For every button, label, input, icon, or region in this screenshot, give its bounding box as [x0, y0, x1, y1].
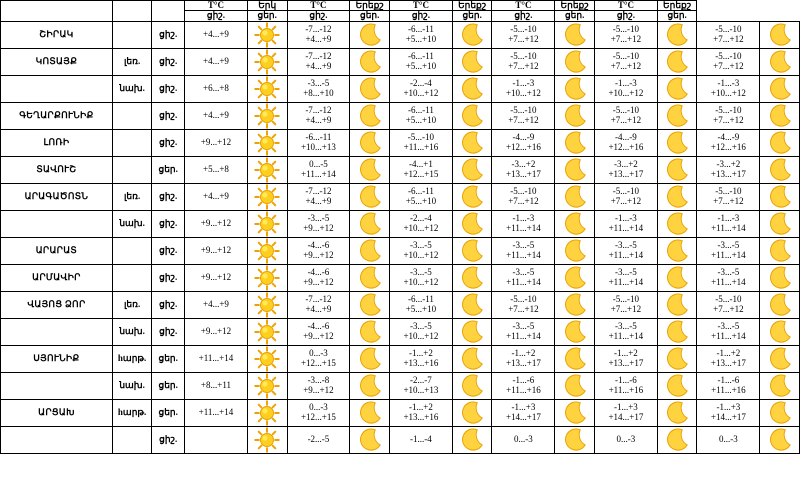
temperature-cell: +9...+12 — [185, 210, 248, 237]
moon-icon — [555, 426, 595, 453]
moon-icon — [452, 318, 492, 345]
row-region-label: ԿՈՏԱՅՔ — [1, 48, 113, 75]
row-period-label: ցեր. — [152, 372, 185, 399]
temperature-cell: -5...-10 +7...+12 — [697, 21, 760, 48]
row-subregion-label: նախ. — [112, 210, 152, 237]
row-region-label: ԱՐՄԱՎԻՐ — [1, 264, 113, 291]
moon-icon — [452, 237, 492, 264]
moon-icon — [760, 399, 800, 426]
temperature-cell: +9...+12 — [185, 264, 248, 291]
table-row — [1, 237, 800, 264]
temperature-cell: -3...-5 +11...+14 — [697, 264, 760, 291]
sun-icon — [247, 102, 287, 129]
moon-icon — [452, 129, 492, 156]
sun-icon — [247, 372, 287, 399]
sun-icon — [247, 291, 287, 318]
moon-icon — [350, 318, 390, 345]
temperature-cell: -5...-10 +7...+12 — [697, 291, 760, 318]
table-row — [1, 210, 800, 237]
temperature-cell: -5...-10 +7...+12 — [492, 21, 555, 48]
header-dayl-2: ցեր. — [452, 11, 492, 21]
row-period-label: ցիշ. — [152, 129, 185, 156]
moon-icon — [760, 426, 800, 453]
temperature-cell: -5...-10 +7...+12 — [594, 183, 657, 210]
table-row — [1, 129, 800, 156]
header-night-3: ցիշ. — [492, 11, 555, 21]
temperature-cell: -3...-5 +9...+12 — [287, 210, 350, 237]
header-temp-3: T°C — [492, 1, 555, 11]
temperature-cell: -5...-10 +7...+12 — [492, 291, 555, 318]
row-period-label: ցիշ. — [152, 102, 185, 129]
temperature-cell: -3...-5 +11...+14 — [594, 318, 657, 345]
header-night-1: ցիշ. — [287, 11, 350, 21]
moon-icon — [350, 291, 390, 318]
temperature-cell: -4...-9 +12...+16 — [594, 129, 657, 156]
moon-icon — [350, 75, 390, 102]
moon-icon — [657, 345, 697, 372]
temperature-cell: -5...-10 +7...+12 — [697, 102, 760, 129]
moon-icon — [760, 48, 800, 75]
moon-icon — [657, 75, 697, 102]
temperature-cell: 0...-3 +12...+15 — [287, 345, 350, 372]
temperature-cell: +4...+9 — [185, 48, 248, 75]
row-region-label — [1, 75, 113, 102]
temperature-cell: -6...-11 +5...+10 — [389, 21, 452, 48]
moon-icon — [350, 156, 390, 183]
moon-icon — [555, 237, 595, 264]
row-region-label: ՎԱՅՈՑ ՁՈՐ — [1, 291, 113, 318]
sun-icon — [247, 426, 287, 453]
temperature-cell: -5...-10 +7...+12 — [594, 291, 657, 318]
row-period-label: ցիշ. — [152, 291, 185, 318]
temperature-cell: -1...+2 +13...+17 — [594, 345, 657, 372]
header-night-4: ցիշ. — [594, 11, 657, 21]
temperature-cell: -1...+3 +14...+17 — [697, 399, 760, 426]
moon-icon — [452, 210, 492, 237]
row-period-label: ցիշ. — [152, 21, 185, 48]
header-dayl-1: ցեր. — [350, 11, 390, 21]
row-subregion-label: լեռ. — [112, 291, 152, 318]
moon-icon — [350, 264, 390, 291]
moon-icon — [657, 156, 697, 183]
table-row — [1, 156, 800, 183]
moon-icon — [760, 318, 800, 345]
moon-icon — [350, 426, 390, 453]
row-region-label: ՇԻՐԱԿ — [1, 21, 113, 48]
moon-icon — [452, 372, 492, 399]
table-row — [1, 291, 800, 318]
row-period-label: ցեր. — [152, 399, 185, 426]
temperature-cell: -5...-10 +7...+12 — [492, 183, 555, 210]
temperature-cell: -1...-3 +10...+12 — [594, 75, 657, 102]
temperature-cell: -4...-6 +9...+12 — [287, 318, 350, 345]
header-night-0: ցիշ. — [185, 11, 248, 21]
moon-icon — [760, 210, 800, 237]
row-period-label: ցեր. — [152, 345, 185, 372]
temperature-cell: +6...+8 — [185, 75, 248, 102]
temperature-cell: 0...-3 — [492, 426, 555, 453]
row-subregion-label: hարթ. — [112, 345, 152, 372]
row-region-label: ԼՈՌԻ — [1, 129, 113, 156]
temperature-cell: +9...+12 — [185, 318, 248, 345]
moon-icon — [657, 129, 697, 156]
header-day-0: Երկ — [247, 1, 287, 11]
row-period-label: ցիշ. — [152, 75, 185, 102]
moon-icon — [657, 318, 697, 345]
moon-icon — [657, 264, 697, 291]
temperature-cell: -6...-11 +10...+13 — [287, 129, 350, 156]
moon-icon — [452, 156, 492, 183]
temperature-cell: -4...-9 +12...+16 — [697, 129, 760, 156]
temperature-cell: -1...-3 +10...+12 — [697, 75, 760, 102]
moon-icon — [657, 48, 697, 75]
moon-icon — [760, 129, 800, 156]
moon-icon — [760, 183, 800, 210]
moon-icon — [555, 291, 595, 318]
header-temp-2: T°C — [389, 1, 452, 11]
temperature-cell: +9...+12 — [185, 237, 248, 264]
row-region-label — [1, 426, 113, 453]
temperature-cell: -7...-12 +4...+9 — [287, 48, 350, 75]
moon-icon — [350, 183, 390, 210]
temperature-cell: -4...-9 +12...+16 — [492, 129, 555, 156]
temperature-cell: -3...-5 +10...+12 — [389, 237, 452, 264]
temperature-cell: -5...-10 +7...+12 — [697, 183, 760, 210]
moon-icon — [350, 102, 390, 129]
temperature-cell: -7...-12 +4...+9 — [287, 183, 350, 210]
temperature-cell: -5...-10 +7...+12 — [492, 48, 555, 75]
temperature-cell: -1...-3 +11...+14 — [594, 210, 657, 237]
sun-icon — [247, 129, 287, 156]
moon-icon — [452, 21, 492, 48]
moon-icon — [760, 102, 800, 129]
row-subregion-label — [112, 237, 152, 264]
table-row — [1, 48, 800, 75]
moon-icon — [555, 102, 595, 129]
moon-icon — [760, 291, 800, 318]
temperature-cell: -3...-5 +11...+14 — [594, 237, 657, 264]
temperature-cell: -7...-12 +4...+9 — [287, 102, 350, 129]
header-row-top — [1, 1, 800, 11]
moon-icon — [760, 345, 800, 372]
row-subregion-label — [112, 156, 152, 183]
header-day-4: Երեքշ — [657, 1, 697, 11]
temperature-cell: -4...-6 +9...+12 — [287, 237, 350, 264]
header-dayl-3: ցեր. — [555, 11, 595, 21]
moon-icon — [760, 75, 800, 102]
row-region-label: ԱՐՑԱԽ — [1, 399, 113, 426]
moon-icon — [555, 183, 595, 210]
row-region-label: ԱՐԱԳԱԾՈՏՆ — [1, 183, 113, 210]
row-region-label: ՍՅՈՒՆԻՔ — [1, 345, 113, 372]
temperature-cell: -4...-6 +9...+12 — [287, 264, 350, 291]
temperature-cell: +11...+14 — [185, 399, 248, 426]
row-period-label: ցիշ. — [152, 48, 185, 75]
moon-icon — [452, 48, 492, 75]
row-region-label — [1, 210, 113, 237]
temperature-cell: -1...-4 — [389, 426, 452, 453]
moon-icon — [657, 183, 697, 210]
row-period-label: ցիշ. — [152, 183, 185, 210]
moon-icon — [350, 129, 390, 156]
temperature-cell: -2...-4 +10...+12 — [389, 75, 452, 102]
header-day-2: Երեքշ — [452, 1, 492, 11]
header-sub-blank — [112, 1, 152, 22]
moon-icon — [657, 237, 697, 264]
temperature-cell: -3...+2 +13...+17 — [594, 156, 657, 183]
moon-icon — [760, 264, 800, 291]
row-period-label: ցիշ. — [152, 210, 185, 237]
temperature-cell: -1...-6 +11...+16 — [697, 372, 760, 399]
moon-icon — [452, 291, 492, 318]
sun-icon — [247, 183, 287, 210]
temperature-cell: -2...-5 — [287, 426, 350, 453]
row-period-label: ցիշ. — [152, 264, 185, 291]
table-row — [1, 75, 800, 102]
moon-icon — [555, 75, 595, 102]
header-temp-1: T°C — [287, 1, 350, 11]
temperature-cell: -7...-12 +4...+9 — [287, 21, 350, 48]
temperature-cell: -3...+2 +13...+17 — [697, 156, 760, 183]
row-subregion-label — [112, 102, 152, 129]
temperature-cell: -1...+2 +13...+16 — [389, 399, 452, 426]
sun-icon — [247, 264, 287, 291]
row-subregion-label: լեռ. — [112, 183, 152, 210]
temperature-cell: 0...-5 +11...+14 — [287, 156, 350, 183]
temperature-cell: -3...-5 +11...+14 — [492, 318, 555, 345]
header-temp-4: T°C — [594, 1, 657, 11]
moon-icon — [452, 264, 492, 291]
temperature-cell: -3...-5 +8...+10 — [287, 75, 350, 102]
moon-icon — [452, 102, 492, 129]
table-row — [1, 345, 800, 372]
moon-icon — [555, 129, 595, 156]
row-subregion-label: լեռ. — [112, 48, 152, 75]
moon-icon — [555, 345, 595, 372]
temperature-cell: -1...-6 +11...+16 — [594, 372, 657, 399]
moon-icon — [350, 399, 390, 426]
temperature-cell: -1...-3 +11...+14 — [697, 210, 760, 237]
table-body — [1, 21, 800, 453]
temperature-cell: -4...+1 +12...+15 — [389, 156, 452, 183]
moon-icon — [760, 372, 800, 399]
moon-icon — [452, 183, 492, 210]
moon-icon — [555, 264, 595, 291]
sun-icon — [247, 210, 287, 237]
moon-icon — [555, 372, 595, 399]
moon-icon — [452, 426, 492, 453]
moon-icon — [555, 156, 595, 183]
table-row — [1, 264, 800, 291]
header-region-blank — [1, 1, 113, 22]
table-row — [1, 318, 800, 345]
temperature-cell: -5...-10 +11...+16 — [389, 129, 452, 156]
moon-icon — [555, 48, 595, 75]
moon-icon — [657, 291, 697, 318]
temperature-cell: -2...-7 +10...+13 — [389, 372, 452, 399]
header-label-blank — [152, 1, 185, 22]
sun-icon — [247, 21, 287, 48]
moon-icon — [657, 372, 697, 399]
moon-icon — [350, 210, 390, 237]
temperature-cell — [185, 426, 248, 453]
sun-icon — [247, 237, 287, 264]
temperature-cell: -6...-11 +5...+10 — [389, 291, 452, 318]
row-subregion-label: hարթ. — [112, 399, 152, 426]
row-subregion-label: նախ. — [112, 318, 152, 345]
moon-icon — [452, 345, 492, 372]
row-region-label — [1, 372, 113, 399]
moon-icon — [760, 156, 800, 183]
moon-icon — [350, 21, 390, 48]
temperature-cell: -1...+2 +13...+16 — [389, 345, 452, 372]
temperature-cell: 0...-3 — [697, 426, 760, 453]
temperature-cell: +11...+14 — [185, 345, 248, 372]
temperature-cell: -3...-8 +9...+12 — [287, 372, 350, 399]
temperature-cell: -1...-3 +11...+14 — [492, 210, 555, 237]
row-subregion-label — [112, 21, 152, 48]
temperature-cell: -1...+2 +13...+17 — [697, 345, 760, 372]
row-period-label: ցիշ. — [152, 237, 185, 264]
moon-icon — [760, 21, 800, 48]
temperature-cell: -3...-5 +11...+14 — [594, 264, 657, 291]
temperature-cell: +4...+9 — [185, 21, 248, 48]
temperature-cell: -5...-10 +7...+12 — [697, 48, 760, 75]
header-dayl-0: ցեր. — [247, 11, 287, 21]
moon-icon — [555, 210, 595, 237]
header-day-1: Երեքշ — [350, 1, 390, 11]
moon-icon — [350, 237, 390, 264]
row-region-label: ՏԱՎՈՒՇ — [1, 156, 113, 183]
table-header — [1, 1, 800, 22]
temperature-cell: -3...-5 +11...+14 — [697, 318, 760, 345]
temperature-cell: +8...+11 — [185, 372, 248, 399]
moon-icon — [452, 399, 492, 426]
sun-icon — [247, 75, 287, 102]
temperature-cell: 0...-3 +12...+15 — [287, 399, 350, 426]
sun-icon — [247, 156, 287, 183]
temperature-cell: -7...-12 +4...+9 — [287, 291, 350, 318]
header-dayl-4: ցեր. — [657, 11, 697, 21]
table-row — [1, 21, 800, 48]
table-row — [1, 183, 800, 210]
temperature-cell: -1...-3 +10...+12 — [492, 75, 555, 102]
row-region-label: ԳԵՂԱՐՔՈՒՆԻՔ — [1, 102, 113, 129]
sun-icon — [247, 345, 287, 372]
temperature-cell: -5...-10 +7...+12 — [492, 102, 555, 129]
temperature-cell: -6...-11 +5...+10 — [389, 48, 452, 75]
temperature-cell: -6...-11 +5...+10 — [389, 102, 452, 129]
moon-icon — [760, 237, 800, 264]
temperature-cell: -3...-5 +10...+12 — [389, 318, 452, 345]
table-row — [1, 372, 800, 399]
moon-icon — [657, 399, 697, 426]
temperature-cell: -3...-5 +11...+14 — [492, 264, 555, 291]
row-period-label: ցիշ. — [152, 426, 185, 453]
moon-icon — [657, 210, 697, 237]
row-region-label — [1, 318, 113, 345]
table-row — [1, 426, 800, 453]
moon-icon — [452, 75, 492, 102]
temperature-cell: +4...+9 — [185, 102, 248, 129]
sun-icon — [247, 399, 287, 426]
moon-icon — [350, 48, 390, 75]
temperature-cell: +9...+12 — [185, 129, 248, 156]
row-subregion-label: նախ. — [112, 372, 152, 399]
temperature-cell: -1...-6 +11...+16 — [492, 372, 555, 399]
temperature-cell: -6...-11 +5...+10 — [389, 183, 452, 210]
temperature-cell: -2...-4 +10...+12 — [389, 210, 452, 237]
row-subregion-label — [112, 129, 152, 156]
temperature-cell: -3...-5 +10...+12 — [389, 264, 452, 291]
moon-icon — [657, 102, 697, 129]
temperature-cell: -1...+3 +14...+17 — [594, 399, 657, 426]
row-subregion-label — [112, 264, 152, 291]
temperature-cell: +4...+9 — [185, 183, 248, 210]
temperature-cell: -1...+3 +14...+17 — [492, 399, 555, 426]
temperature-cell: -3...-5 +11...+14 — [492, 237, 555, 264]
row-subregion-label: նախ. — [112, 75, 152, 102]
temperature-cell: -3...-5 +11...+14 — [697, 237, 760, 264]
temperature-cell: -5...-10 +7...+12 — [594, 102, 657, 129]
row-period-label: ցիշ. — [152, 318, 185, 345]
moon-icon — [657, 21, 697, 48]
moon-icon — [657, 426, 697, 453]
temperature-cell: +5...+8 — [185, 156, 248, 183]
moon-icon — [350, 372, 390, 399]
sun-icon — [247, 48, 287, 75]
temperature-cell: -5...-10 +7...+12 — [594, 21, 657, 48]
temperature-cell: -3...+2 +13...+17 — [492, 156, 555, 183]
temperature-cell: 0...-3 — [594, 426, 657, 453]
temperature-cell: +4...+9 — [185, 291, 248, 318]
moon-icon — [555, 21, 595, 48]
sun-icon — [247, 318, 287, 345]
header-night-2: ցիշ. — [389, 11, 452, 21]
moon-icon — [350, 345, 390, 372]
table-row — [1, 102, 800, 129]
row-region-label: ԱՐԱՐԱՏ — [1, 237, 113, 264]
row-subregion-label — [112, 426, 152, 453]
row-period-label: ցեր. — [152, 156, 185, 183]
table-row — [1, 399, 800, 426]
moon-icon — [555, 318, 595, 345]
temperature-cell: -1...+2 +13...+17 — [492, 345, 555, 372]
header-day-3: Երեքշ — [555, 1, 595, 11]
temperature-cell: -5...-10 +7...+12 — [594, 48, 657, 75]
moon-icon — [555, 399, 595, 426]
header-temp-0: T°C — [185, 1, 248, 11]
